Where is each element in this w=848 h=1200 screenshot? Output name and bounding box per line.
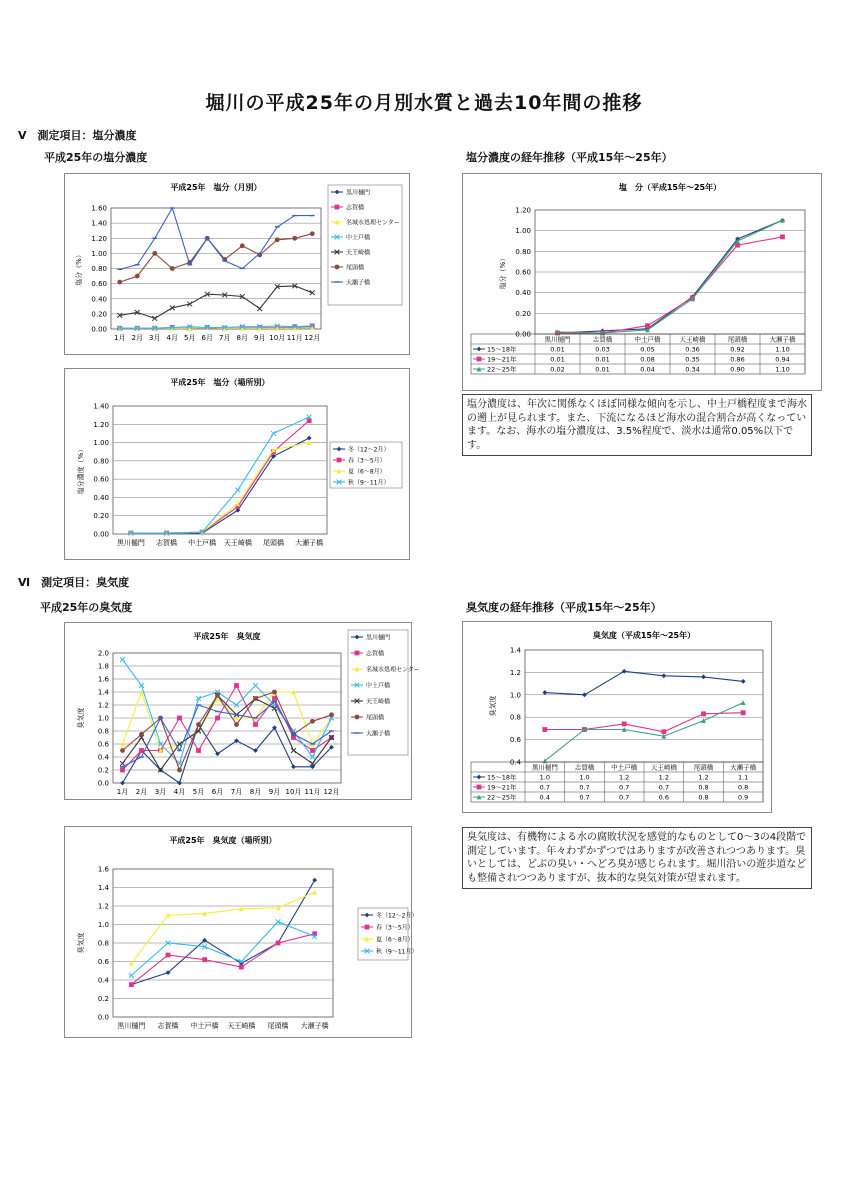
y-tick-label: 1.00 <box>93 439 109 448</box>
data-label: 0.7 <box>539 783 551 792</box>
y-tick-label: 1.6 <box>97 675 109 684</box>
y-tick-label: 0.0 <box>97 779 109 788</box>
data-label: 0.86 <box>730 355 745 364</box>
data-point <box>152 251 157 256</box>
data-point <box>215 693 220 698</box>
odor-trend-heading: 臭気度の経年推移（平成15年～25年） <box>466 601 662 614</box>
y-tick-label: 1.8 <box>97 662 109 671</box>
legend-label: 黒川樋門 <box>366 634 391 642</box>
data-point <box>741 710 746 715</box>
x-tick-label: 大瀬子橋 <box>295 539 324 547</box>
y-tick-label: 0.6 <box>97 958 109 966</box>
legend-label: 天王崎橋 <box>346 249 371 257</box>
y-tick-label: 0.40 <box>515 289 531 298</box>
legend-label: 名城水処理センター <box>346 219 400 227</box>
x-tick-label: 大瀬子橋 <box>769 335 796 344</box>
data-point <box>170 266 175 271</box>
x-tick-label: 天王崎橋 <box>227 1022 256 1030</box>
data-label: 1.2 <box>618 773 630 782</box>
chart-title: 平成25年 臭気度 <box>193 632 261 641</box>
x-tick-label: 志賀橋 <box>157 1022 179 1030</box>
data-label: 1.10 <box>775 345 790 354</box>
chart-salinity-location <box>64 368 410 560</box>
chart-title: 塩 分（平成15年～25年） <box>618 183 722 192</box>
x-tick-label: 尾頭橋 <box>693 763 714 772</box>
legend-label: 尾頭橋 <box>346 264 365 272</box>
data-point <box>239 965 244 970</box>
salinity-2013-heading: 平成25年の塩分濃度 <box>44 151 148 164</box>
data-point <box>329 712 334 717</box>
data-label: 0.9 <box>737 793 749 802</box>
chart-title: 平成25年 臭気度（場所別） <box>169 836 277 845</box>
x-tick-label: 黒川樋門 <box>531 763 558 772</box>
data-point <box>117 280 122 285</box>
y-axis-label: 塩分濃度（%） <box>77 445 85 495</box>
data-label: 1.0 <box>579 773 590 782</box>
data-label: 0.7 <box>618 783 630 792</box>
data-label: 0.01 <box>550 345 565 354</box>
data-label: 0.7 <box>658 783 670 792</box>
data-label: 0.01 <box>595 365 610 374</box>
x-tick-label: 中土戸橋 <box>634 335 661 344</box>
y-tick-label: 0.80 <box>515 247 531 256</box>
x-tick-label: 尾頭橋 <box>263 539 284 547</box>
y-tick-label: 1.40 <box>91 219 107 228</box>
x-tick-label: 大瀬子橋 <box>300 1022 329 1030</box>
y-tick-label: 0.4 <box>509 758 521 767</box>
legend-marker <box>477 785 482 790</box>
chart-salinity-trend <box>462 173 822 391</box>
x-tick-label: 4月 <box>166 334 178 342</box>
y-tick-label: 1.2 <box>97 701 109 710</box>
data-label: 0.01 <box>595 355 610 364</box>
x-tick-label: 志賀橋 <box>592 335 613 344</box>
y-tick-label: 0.4 <box>97 753 109 762</box>
y-tick-label: 0.2 <box>97 766 109 775</box>
x-tick-label: 6月 <box>211 788 224 796</box>
legend-label: 22～25年 <box>487 365 517 374</box>
x-tick-label: 12月 <box>304 334 321 342</box>
x-tick-label: 天王崎橋 <box>223 539 252 547</box>
x-tick-label: 9月 <box>254 334 266 342</box>
x-tick-label: 黒川樋門 <box>544 335 571 344</box>
y-tick-label: 1.20 <box>515 206 531 215</box>
y-axis-label: 塩分（%） <box>75 251 83 286</box>
data-point <box>542 727 547 732</box>
data-point <box>234 722 239 727</box>
legend-marker <box>477 357 482 362</box>
data-point <box>129 982 134 987</box>
y-tick-label: 0.6 <box>509 736 521 745</box>
x-tick-label: 4月 <box>173 788 186 796</box>
y-tick-label: 0.0 <box>97 1013 109 1022</box>
plot-area <box>525 650 763 762</box>
legend-label: 名城水処理センター <box>366 666 420 674</box>
y-tick-label: 0.60 <box>91 280 107 289</box>
data-label: 0.36 <box>685 345 700 354</box>
data-label: 1.10 <box>775 365 790 374</box>
data-label: 0.94 <box>775 355 790 364</box>
data-point <box>196 748 201 753</box>
data-label: 0.04 <box>640 365 655 374</box>
y-tick-label: 2.0 <box>97 649 109 658</box>
legend-label: 志賀橋 <box>366 650 385 658</box>
legend-label: 志賀橋 <box>346 204 365 212</box>
y-tick-label: 0.8 <box>97 939 109 948</box>
data-label: 0.08 <box>640 355 655 364</box>
x-tick-label: 中土戸橋 <box>188 539 217 547</box>
data-point <box>661 729 666 734</box>
legend-marker <box>355 651 360 656</box>
y-axis-label: 臭気度 <box>77 707 85 729</box>
data-point <box>310 231 315 236</box>
data-point <box>292 236 297 241</box>
legend-marker <box>477 347 482 352</box>
x-tick-label: 志賀橋 <box>574 763 595 772</box>
y-tick-label: 1.4 <box>97 688 109 697</box>
legend-label: 大瀬子橋 <box>346 279 371 287</box>
data-label: 1.2 <box>698 773 709 782</box>
salinity-trend-heading: 塩分濃度の経年推移（平成15年～25年） <box>466 151 673 164</box>
x-tick-label: 2月 <box>135 788 148 796</box>
y-tick-label: 0.4 <box>97 976 109 985</box>
y-tick-label: 0.00 <box>515 330 531 339</box>
data-label: 0.4 <box>539 793 551 802</box>
legend-label: 秋（9～11月） <box>376 948 418 956</box>
y-axis-label: 塩分（%） <box>499 254 507 290</box>
data-label: 0.90 <box>730 365 745 374</box>
legend-label: 中土戸橋 <box>346 234 371 242</box>
legend-marker <box>355 715 360 720</box>
x-tick-label: 中土戸橋 <box>611 763 638 772</box>
legend-label: 夏（6～8月） <box>348 468 386 476</box>
data-label: 0.8 <box>698 793 709 802</box>
x-tick-label: 大瀬子橋 <box>730 763 757 772</box>
data-label: 0.7 <box>579 783 590 792</box>
y-tick-label: 1.0 <box>97 714 109 723</box>
legend-box <box>328 185 402 305</box>
legend-label: 大瀬子橋 <box>366 730 391 738</box>
y-tick-label: 1.60 <box>91 204 107 213</box>
y-tick-label: 1.0 <box>97 921 109 929</box>
data-point <box>275 237 280 242</box>
y-tick-label: 0.40 <box>91 295 107 304</box>
x-tick-label: 7月 <box>230 788 243 796</box>
x-tick-label: 8月 <box>236 334 248 342</box>
data-point <box>177 716 182 721</box>
chart-title: 臭気度（平成15年～25年） <box>592 631 696 640</box>
legend-label: 15～18年 <box>487 345 517 354</box>
data-point <box>701 711 706 716</box>
x-tick-label: 8月 <box>249 788 262 796</box>
section-salinity-heading: Ⅴ 測定項目：塩分濃度 <box>18 129 137 142</box>
y-tick-label: 1.2 <box>97 902 109 911</box>
x-tick-label: 2月 <box>131 334 143 342</box>
data-point <box>276 941 281 946</box>
data-point <box>272 690 277 695</box>
chart-salinity-trend-svg <box>463 174 821 390</box>
legend-label: 春（3～5月） <box>348 457 386 465</box>
y-tick-label: 0.2 <box>97 995 109 1003</box>
data-label: 0.8 <box>698 783 709 792</box>
y-tick-label: 0.60 <box>515 268 531 277</box>
data-label: 0.05 <box>640 345 655 354</box>
data-point <box>135 274 140 279</box>
data-label: 0.7 <box>618 793 630 802</box>
y-axis-label: 臭気度 <box>77 932 85 954</box>
legend-label: 春（3～5月） <box>376 924 414 932</box>
data-label: 1.0 <box>539 773 551 782</box>
x-tick-label: 5月 <box>184 334 196 342</box>
chart-odor-location <box>64 826 418 1038</box>
y-tick-label: 1.2 <box>509 668 521 677</box>
data-point <box>234 683 239 688</box>
legend-marker <box>477 775 482 780</box>
data-point <box>202 957 207 962</box>
chart-title: 平成25年 塩分（月別） <box>170 183 262 192</box>
y-tick-label: 1.20 <box>91 234 107 243</box>
data-point <box>177 768 182 773</box>
legend-label: 夏（6～8月） <box>376 936 414 944</box>
y-tick-label: 0.40 <box>93 493 109 502</box>
data-label: 0.02 <box>550 365 565 374</box>
legend-label: 黒川樋門 <box>346 189 371 197</box>
data-point <box>139 732 144 737</box>
y-tick-label: 1.4 <box>97 884 109 892</box>
y-tick-label: 1.20 <box>93 420 109 429</box>
x-tick-label: 黒川樋門 <box>117 1022 146 1030</box>
x-tick-label: 天王崎橋 <box>679 335 706 344</box>
section-odor-heading: Ⅵ 測定項目：臭気度 <box>18 576 130 589</box>
data-point <box>120 768 125 773</box>
chart-salinity-monthly <box>64 173 410 355</box>
data-label: 0.8 <box>737 783 749 792</box>
chart-odor-monthly <box>64 622 420 800</box>
plot-area <box>113 406 327 534</box>
y-tick-label: 0.00 <box>93 530 109 539</box>
legend-label: 15～18年 <box>487 773 517 782</box>
odor-2013-heading: 平成25年の臭気度 <box>40 601 133 614</box>
data-point <box>215 716 220 721</box>
y-tick-label: 0.20 <box>93 512 109 521</box>
y-tick-label: 1.40 <box>93 402 109 411</box>
legend-label: 冬（12～2月） <box>376 912 418 920</box>
legend-label: 中土戸橋 <box>366 682 391 690</box>
x-tick-label: 11月 <box>304 788 321 796</box>
y-tick-label: 0.80 <box>93 457 109 466</box>
chart-title: 平成25年 塩分（場所別） <box>170 378 270 387</box>
legend-marker <box>365 925 370 930</box>
data-label: 0.7 <box>579 793 590 802</box>
data-label: 0.92 <box>730 345 745 354</box>
y-tick-label: 0.6 <box>97 740 109 749</box>
x-tick-label: 1月 <box>114 334 126 342</box>
y-tick-label: 0.00 <box>91 325 107 334</box>
data-label: 0.35 <box>685 355 700 364</box>
x-tick-label: 中土戸橋 <box>190 1022 219 1030</box>
data-point <box>253 696 258 701</box>
data-label: 0.01 <box>550 355 565 364</box>
legend-marker <box>335 265 340 270</box>
data-point <box>645 323 650 328</box>
chart-odor-trend-svg <box>463 622 771 812</box>
data-point <box>780 234 785 239</box>
y-tick-label: 0.20 <box>91 310 107 319</box>
data-label: 0.03 <box>595 345 610 354</box>
x-tick-label: 7月 <box>219 334 231 342</box>
chart-odor-trend <box>462 621 772 813</box>
y-tick-label: 0.20 <box>515 309 531 318</box>
legend-label: 19～21年 <box>487 355 517 364</box>
data-point <box>166 953 171 958</box>
legend-marker <box>337 458 342 463</box>
legend-marker <box>335 205 340 210</box>
y-tick-label: 0.80 <box>91 265 107 273</box>
x-tick-label: 尾頭橋 <box>727 335 748 344</box>
data-label: 0.6 <box>658 793 670 802</box>
page-title: 堀川の平成25年の月別水質と過去10年間の推移 <box>205 92 643 114</box>
x-tick-label: 10月 <box>285 788 302 796</box>
x-tick-label: 尾頭橋 <box>267 1022 289 1030</box>
y-tick-label: 1.0 <box>509 691 521 700</box>
data-point <box>139 748 144 753</box>
data-label: 0.34 <box>685 365 700 374</box>
salinity-note: 塩分濃度は、年次に関係なくほぼ同様な傾向を示し、中土戸橋程度まで海水の遡上が見られます。また、下流になるほど海水の混合割合が高くなっています。なお、海水の塩分濃度は、3.5%程度で、淡水は通常0.05%以下です。 <box>462 394 812 456</box>
legend-label: 天王崎橋 <box>366 698 391 706</box>
x-tick-label: 志賀橋 <box>156 539 177 547</box>
y-tick-label: 1.00 <box>515 227 531 236</box>
data-point <box>196 722 201 727</box>
y-tick-label: 1.4 <box>509 646 521 655</box>
x-tick-label: 10月 <box>269 334 286 342</box>
x-tick-label: 黒川樋門 <box>116 539 145 547</box>
y-tick-label: 0.60 <box>93 475 109 484</box>
chart-odor-location-svg <box>65 827 418 1037</box>
odor-note: 臭気度は、有機物による水の腐敗状況を感覚的なものとして0～3の4段階で測定しています。年々わずかずつではありますが改善されつつあります。臭いとしては、どぶの臭い・へどろ臭が感じられます。堀川沿いの遊歩道なども整備されつつありますが、抜本的な臭気対策が望まれます。 <box>462 827 812 889</box>
x-tick-label: 3月 <box>154 788 167 796</box>
data-point <box>253 722 258 727</box>
x-tick-label: 11月 <box>286 334 303 342</box>
x-tick-label: 6月 <box>201 334 213 342</box>
y-tick-label: 0.8 <box>97 727 109 736</box>
data-point <box>622 722 627 727</box>
legend-label: 秋（9～11月） <box>348 479 390 487</box>
x-tick-label: 天王崎橋 <box>650 763 677 772</box>
y-tick-label: 1.00 <box>91 249 107 258</box>
x-tick-label: 1月 <box>116 788 129 796</box>
y-tick-label: 0.8 <box>509 713 521 722</box>
data-label: 1.1 <box>737 773 749 782</box>
chart-salinity-monthly-svg <box>65 174 409 354</box>
data-label: 1.2 <box>658 773 670 782</box>
data-point <box>240 243 245 248</box>
x-tick-label: 5月 <box>192 788 205 796</box>
chart-salinity-location-svg <box>65 369 409 559</box>
data-point <box>120 748 125 753</box>
legend-label: 19～21年 <box>487 783 517 792</box>
legend-label: 冬（12～2月） <box>348 446 390 454</box>
x-tick-label: 12月 <box>323 788 340 796</box>
y-tick-label: 1.6 <box>97 865 109 874</box>
y-axis-label: 臭気度 <box>489 695 497 717</box>
data-point <box>310 719 315 724</box>
legend-label: 尾頭橋 <box>366 714 385 722</box>
chart-odor-monthly-svg <box>65 623 420 799</box>
x-tick-label: 9月 <box>268 788 281 796</box>
legend-label: 22～25年 <box>487 793 517 802</box>
data-point <box>310 748 315 753</box>
x-tick-label: 3月 <box>149 334 161 342</box>
